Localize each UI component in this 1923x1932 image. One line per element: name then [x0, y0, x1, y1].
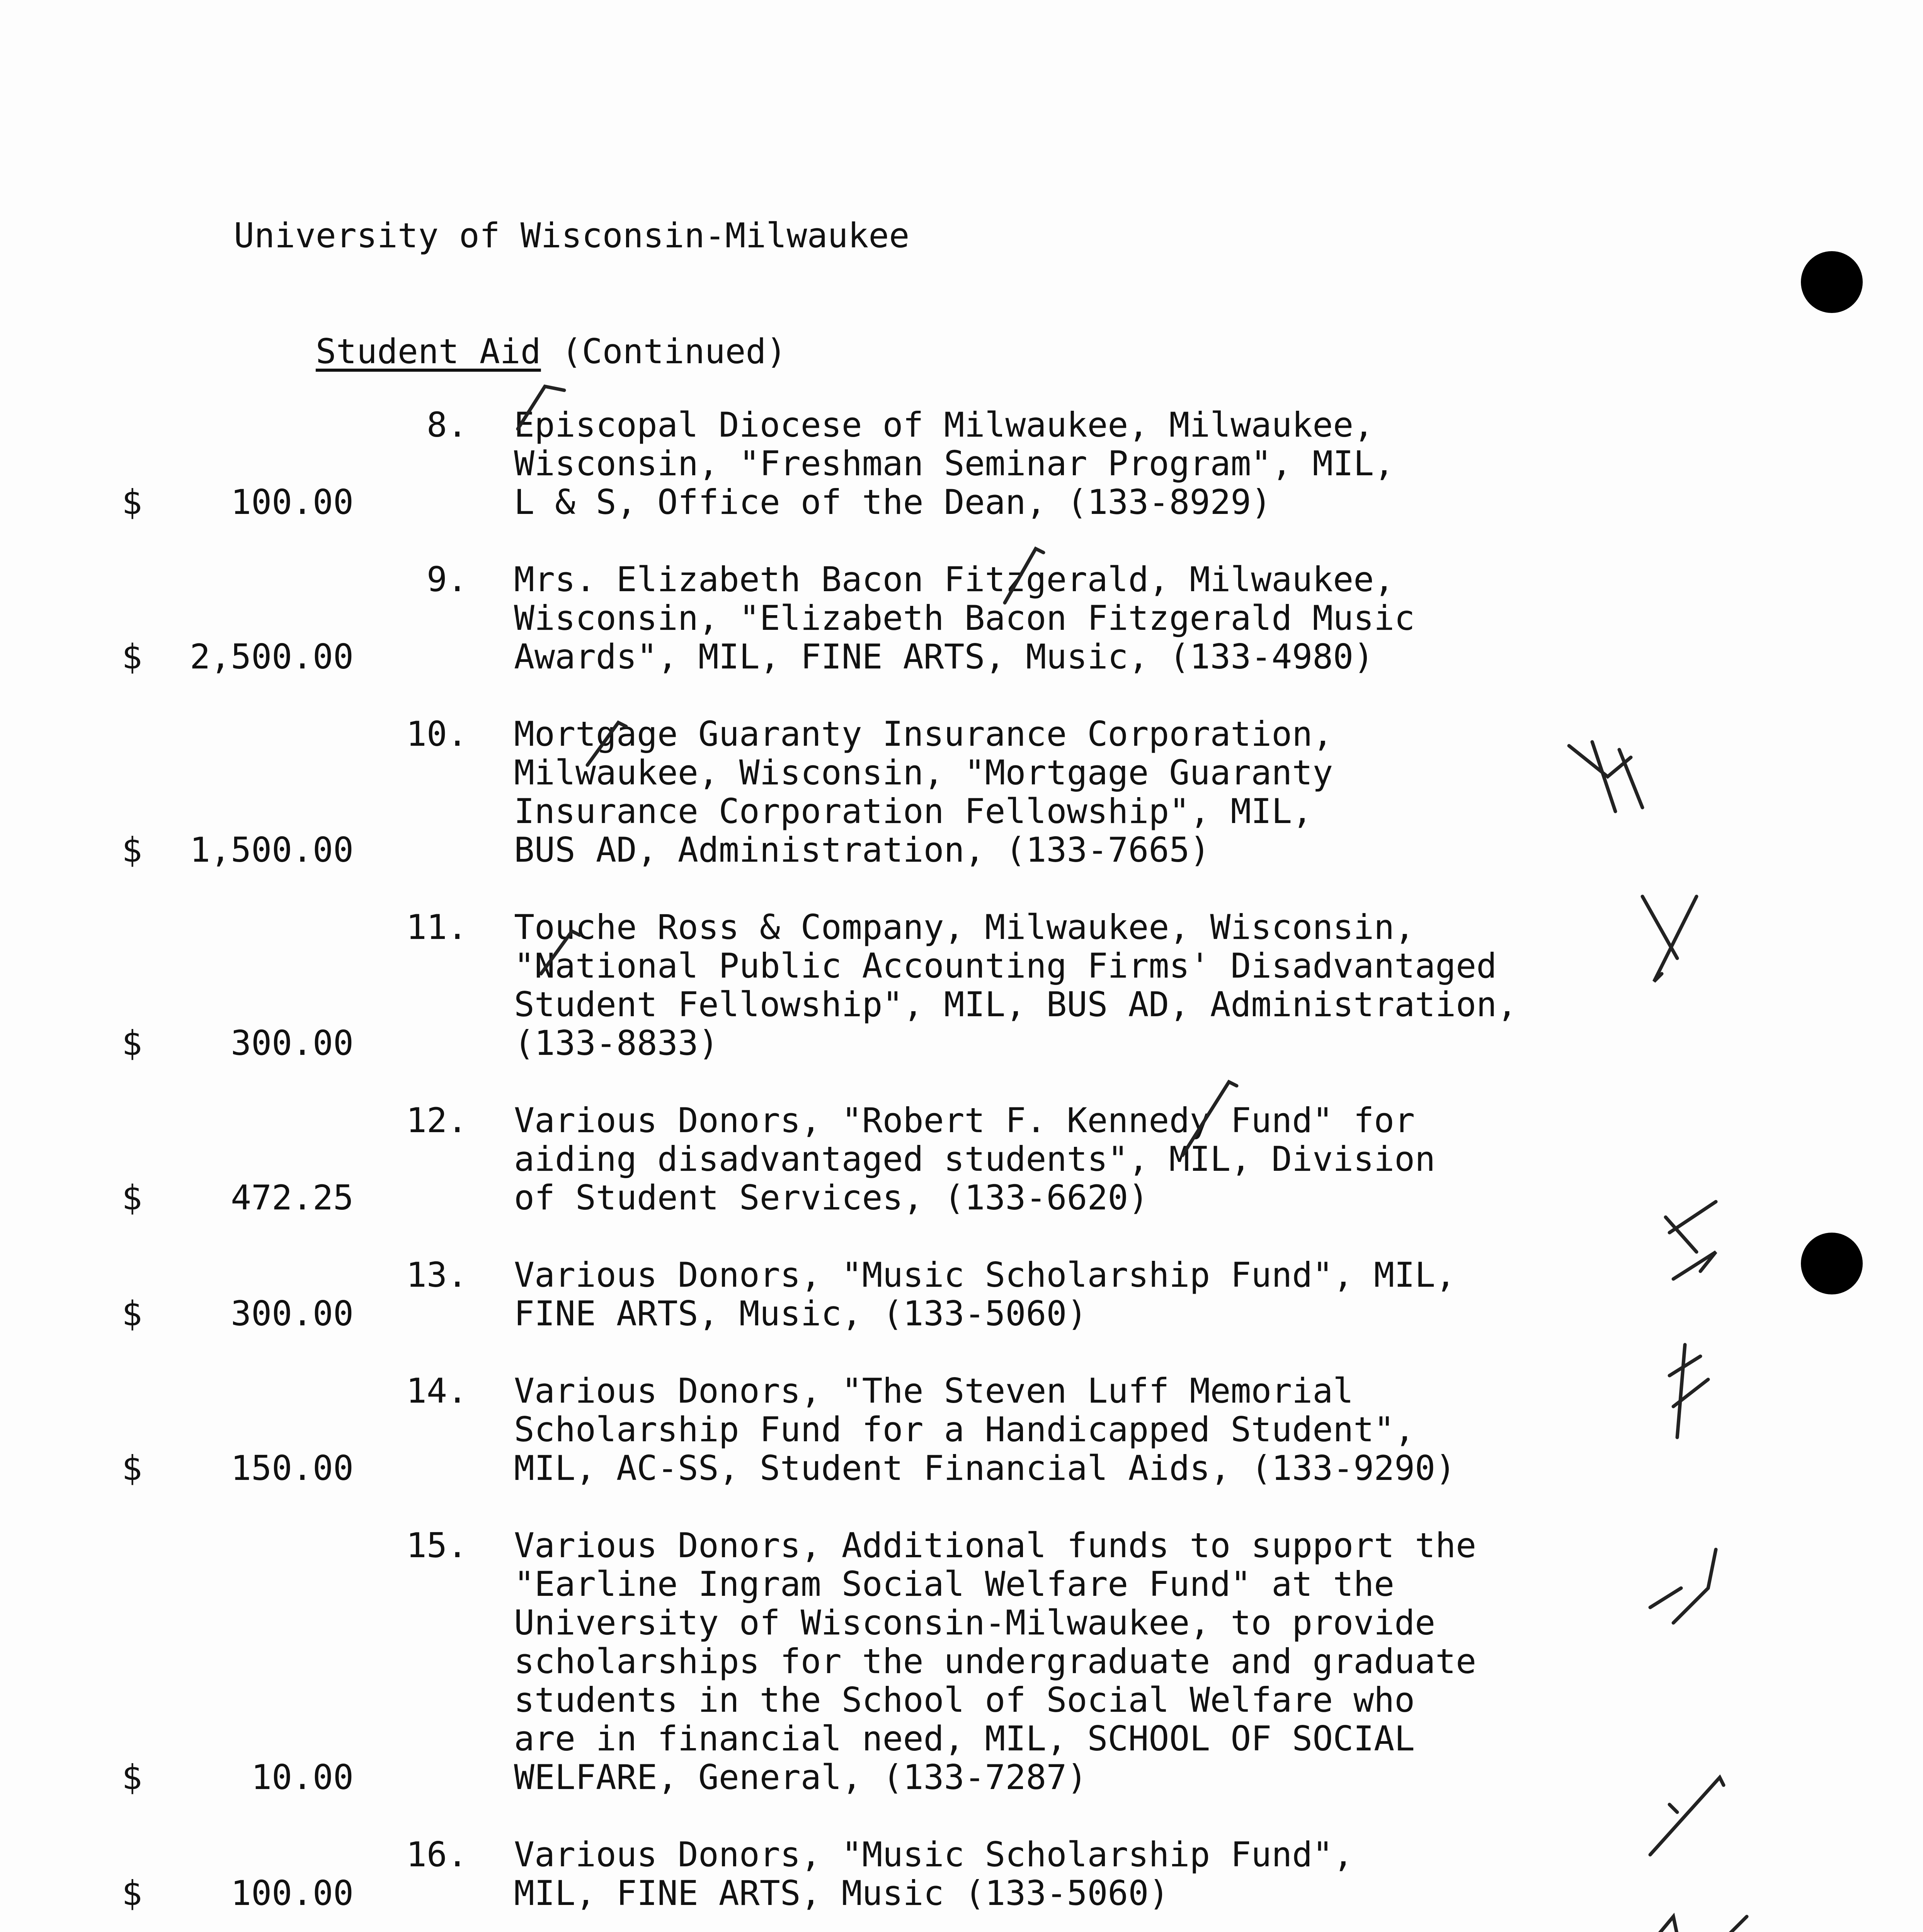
dollar-sign: $ [122, 1873, 142, 1913]
entry-line: Various Donors, "Music Scholarship Fund", MIL, [514, 1255, 1456, 1295]
entry-number: 9. [427, 560, 468, 599]
entry-line: "National Public Accounting Firms' Disadvantaged [514, 946, 1497, 986]
entry-number: 14. [406, 1371, 468, 1411]
entry-line: Various Donors, Additional funds to support the [514, 1526, 1477, 1565]
check-mark [541, 931, 580, 974]
dollar-sign: $ [122, 482, 142, 522]
entry-line: (133-8833) [514, 1023, 719, 1063]
amount-value: 2,500.00 [190, 637, 354, 677]
entry-number: 16. [406, 1835, 468, 1874]
entry-line: Mrs. Elizabeth Bacon Fitzgerald, Milwaukee, [514, 560, 1395, 599]
entry-line: Wisconsin, "Elizabeth Bacon Fitzgerald Music [514, 598, 1415, 638]
section-title: Student Aid [315, 332, 541, 371]
section-suffix: (Continued) [561, 332, 787, 371]
entry-line: Insurance Corporation Fellowship", MIL, [514, 791, 1313, 831]
entry-line: scholarships for the undergraduate and graduate [514, 1641, 1477, 1681]
dollar-sign: $ [122, 1448, 142, 1488]
entry-line: aiding disadvantaged students", MIL, Division [514, 1139, 1436, 1179]
check-mark [587, 723, 626, 765]
check-mark [518, 386, 564, 429]
entry-line: BUS AD, Administration, (133-7665) [514, 830, 1210, 870]
margin-scribble [1650, 1777, 1724, 1855]
entry-number: 13. [406, 1255, 468, 1295]
dollar-sign: $ [122, 637, 142, 677]
entry-number: 8. [427, 405, 468, 445]
entry-line: are in financial need, MIL, SCHOOL OF SOCIAL [514, 1719, 1415, 1759]
entry-line: Touche Ross & Company, Milwaukee, Wisconsin, [514, 907, 1415, 947]
amount-value: 472.25 [231, 1178, 354, 1218]
amount-value: 1,500.00 [190, 830, 354, 870]
margin-scribble [1650, 1549, 1716, 1623]
amount-value: 10.00 [251, 1757, 354, 1797]
entry-line: Episcopal Diocese of Milwaukee, Milwaukee, [514, 405, 1374, 445]
entry-number: 11. [406, 907, 468, 947]
amount-value: 150.00 [231, 1448, 354, 1488]
margin-scribble [1669, 1345, 1708, 1437]
entry-line: Milwaukee, Wisconsin, "Mortgage Guaranty [514, 753, 1333, 793]
dollar-sign: $ [122, 1294, 142, 1333]
entry-line: Various Donors, "Music Scholarship Fund", [514, 1835, 1354, 1874]
check-mark [1005, 549, 1043, 603]
entry-line: "Earline Ingram Social Welfare Fund" at the [514, 1564, 1395, 1604]
entry-line: WELFARE, General, (133-7287) [514, 1757, 1087, 1797]
entry-line: L & S, Office of the Dean, (133-8929) [514, 482, 1272, 522]
entry-line: Scholarship Fund for a Handicapped Student", [514, 1410, 1415, 1449]
entry-line: Various Donors, "Robert F. Kennedy Fund" for [514, 1100, 1415, 1140]
margin-scribble [1642, 896, 1697, 981]
entry-line: MIL, AC-SS, Student Financial Aids, (133-9290) [514, 1448, 1456, 1488]
entry-line: University of Wisconsin-Milwaukee, to provide [514, 1603, 1436, 1643]
amount-value: 300.00 [231, 1023, 354, 1063]
dollar-sign: $ [122, 1023, 142, 1063]
check-mark [1183, 1082, 1237, 1155]
entry-number: 12. [406, 1100, 468, 1140]
entry-number: 10. [406, 714, 468, 754]
amount-value: 300.00 [231, 1294, 354, 1333]
amount-value: 100.00 [231, 1873, 354, 1913]
entry-line: Wisconsin, "Freshman Seminar Program", MIL, [514, 444, 1395, 483]
margin-scribble [1666, 1202, 1716, 1279]
margin-scribble [1569, 742, 1642, 811]
entry-line: Mortgage Guaranty Insurance Corporation, [514, 714, 1333, 754]
dollar-sign: $ [122, 1178, 142, 1218]
entry-line: MIL, FINE ARTS, Music (133-5060) [514, 1873, 1169, 1913]
amount-value: 100.00 [231, 482, 354, 522]
dollar-sign: $ [122, 1757, 142, 1797]
entry-line: Various Donors, "The Steven Luff Memorial [514, 1371, 1354, 1411]
entry-line: Student Fellowship", MIL, BUS AD, Administration, [514, 985, 1518, 1024]
entry-line: FINE ARTS, Music, (133-5060) [514, 1294, 1087, 1333]
entry-line: of Student Services, (133-6620) [514, 1178, 1149, 1218]
entry-number: 15. [406, 1526, 468, 1565]
margin-scribble [1654, 1917, 1747, 1932]
institution-heading: University of Wisconsin-Milwaukee [234, 216, 910, 255]
entry-line: Awards", MIL, FINE ARTS, Music, (133-4980) [514, 637, 1374, 677]
dollar-sign: $ [122, 830, 142, 870]
entry-line: students in the School of Social Welfare who [514, 1680, 1415, 1720]
